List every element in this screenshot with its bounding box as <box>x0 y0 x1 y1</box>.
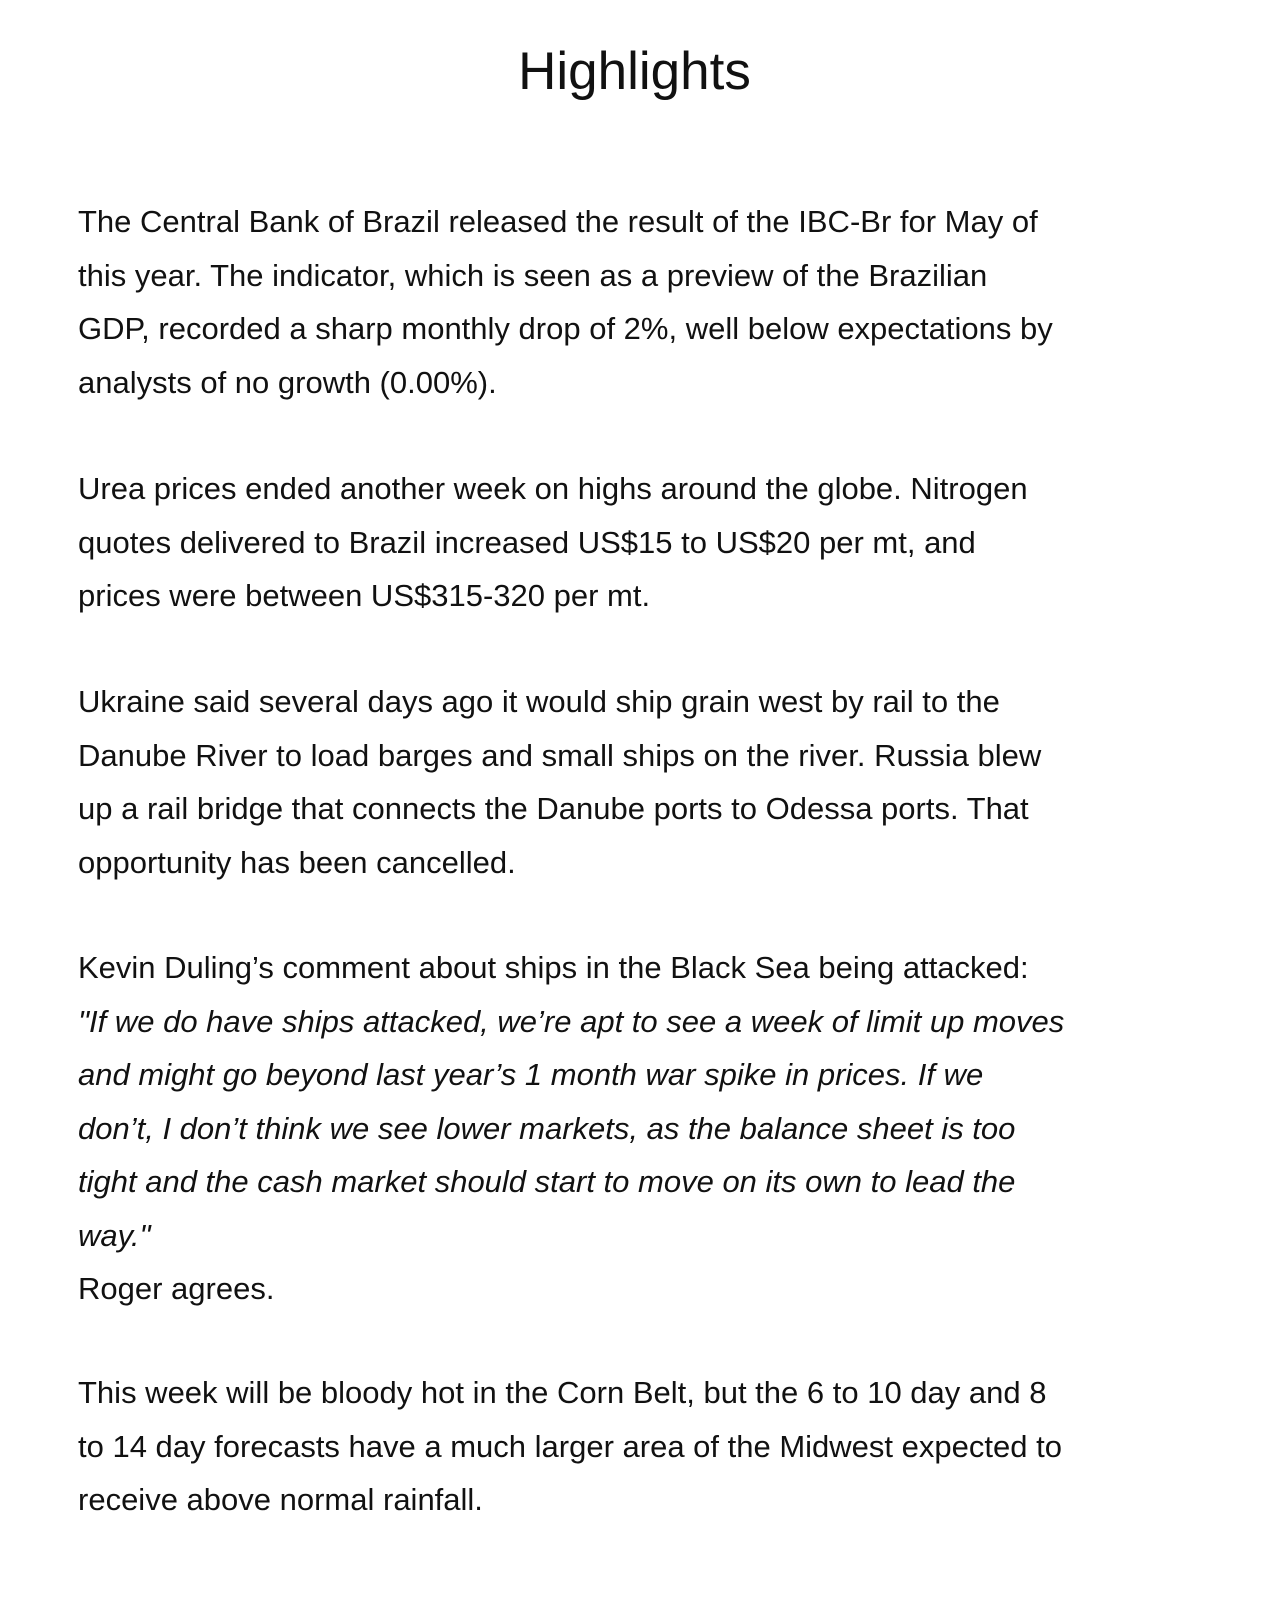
text-line: up a rail bridge that connects the Danube ports to Odessa ports. That <box>78 791 1029 826</box>
paragraph-black-sea-comment <box>78 941 1198 1316</box>
text-line: prices were between US$315-320 per mt. <box>78 578 651 613</box>
quote-line: way." <box>78 1217 151 1253</box>
paragraph-ukraine-grain <box>78 675 1198 889</box>
text-line: The Central Bank of Brazil released the result of the IBC-Br for May of <box>78 204 1038 239</box>
text-line: This week will be bloody hot in the Corn Belt, but the 6 to 10 day and 8 <box>78 1375 1047 1410</box>
text-line: GDP, recorded a sharp monthly drop of 2%, well below expectations by <box>78 311 1053 346</box>
text-line: this year. The indicator, which is seen as a preview of the Brazilian <box>78 257 988 293</box>
paragraph-ibc-br <box>78 195 1198 409</box>
text-line: Ukraine said several days ago it would ship grain west by rail to the <box>78 684 1000 719</box>
text-line: Danube River to load barges and small ships on the river. Russia blew <box>78 737 1042 773</box>
quote-line: don’t, I don’t think we see lower markets, as the balance sheet is too <box>78 1110 1016 1146</box>
text-line: to 14 day forecasts have a much larger area of the Midwest expected to <box>78 1428 1062 1464</box>
text-line: analysts of no growth (0.00%). <box>78 364 497 400</box>
text-line: Urea prices ended another week on highs around the globe. Nitrogen <box>78 471 1028 506</box>
page-title: Highlights <box>518 42 751 101</box>
text-line: opportunity has been cancelled. <box>78 844 516 880</box>
text-line: quotes delivered to Brazil increased US$15 to US$20 per mt, and <box>78 524 976 560</box>
quote-line: "If we do have ships attacked, we’re apt to see a week of limit up moves <box>78 1003 1065 1039</box>
quote-line: and might go beyond last year’s 1 month war spike in prices. If we <box>78 1057 984 1092</box>
paragraph-urea-prices <box>78 462 1198 623</box>
paragraph-weather-forecast <box>78 1366 1198 1527</box>
quote-line: tight and the cash market should start to move on its own to lead the <box>78 1164 1016 1199</box>
comment-outro: Roger agrees. <box>78 1271 275 1306</box>
comment-intro: Kevin Duling’s comment about ships in the Black Sea being attacked: <box>78 950 1029 985</box>
text-line: receive above normal rainfall. <box>78 1482 483 1517</box>
